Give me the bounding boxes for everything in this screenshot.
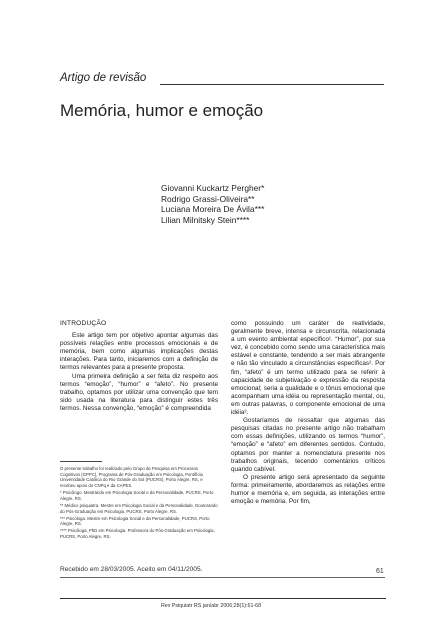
article-title: Memória, humor e emoção bbox=[60, 101, 264, 120]
author-name: Lilian Milnitsky Stein**** bbox=[161, 214, 250, 225]
section-label: Artigo de revisão bbox=[60, 72, 147, 84]
right-column bbox=[231, 320, 385, 506]
author-name: Giovanni Kuckartz Pergher* bbox=[161, 183, 265, 193]
page-number: 61 bbox=[376, 568, 384, 575]
footnote: ** Médico psiquiatra. Mestre em Psicologia Social e da Personalidade, Doutorando do Pós-Graduação em Psicologia, PUCRS, Porto Alegre, RS. bbox=[60, 502, 218, 514]
footnote: * Psicólogo. Mestrando em Psicologia Social e da Personalidade, PUCRS, Porto Alegre, RS. bbox=[60, 490, 214, 501]
section-heading: INTRODUÇÃO bbox=[60, 320, 107, 327]
received-rule bbox=[60, 577, 385, 578]
body-paragraph: como possuindo um caráter de reatividade, geralmente breve, intensa e circunscrita, relacionada a um evento ambiental específico¹. “Humor”, por sua vez, é concebido como sendo uma característica mais estável e constante, tendendo a ser mais abrangente e não tão vinculado a circunstâncias específicas². Por fim, “afeto” é um termo utilizado para se referir à capacidade de subjetivação e expressão da resposta emocional; seria a qualidade e o tônus emocional que acompanham uma idéia ou representação mental, ou, em outras palavras, o componente emocional de uma idéia³. bbox=[231, 320, 385, 417]
section-rule bbox=[160, 84, 384, 85]
footnotes bbox=[60, 466, 218, 541]
bottom-rule bbox=[60, 598, 386, 599]
journal-reference: Rev Psiquiatr RS jan/abr 2006;28(1):61-68 bbox=[160, 603, 262, 609]
body-paragraph: Este artigo tem por objetivo apontar algumas das possíveis relações entre processos emocionais e de memória, bem como algumas implicações destas interações. Para tanto, iniciaremos com a definição de termos relevantes para a presente proposta. bbox=[60, 332, 218, 372]
received-date: Recebido em 28/03/2005. Aceito em 04/11/2005. bbox=[60, 566, 203, 573]
body-paragraph: Gostaríamos de ressaltar que algumas das pesquisas citadas no presente artigo não trabalham com essas definições, utilizando os termos “humor”, “emoção” e “afeto” em diferentes sentidos. Contudo, optamos por manter a nomenclatura presente nos trabalhos originais, tecendo comentários críticos quando cabível. bbox=[231, 417, 385, 473]
author-name: Luciana Moreira De Ávila*** bbox=[161, 204, 265, 215]
body-paragraph: O presente artigo será apresentado da seguinte forma: primeiramente, abordaremos as relações entre humor e memória e, em seguida, as interações entre emoção e memória. Por fim, bbox=[231, 473, 385, 506]
author-name: Rodrigo Grassi-Oliveira** bbox=[161, 193, 255, 204]
footnote: O presente trabalho foi realizado pelo Grupo de Pesquisa em Processos Cognitivos (GPPC), Programa de Pós-Graduação em Psicologia, Pontifícia Universidade Católica do Rio Grande do Sul (PUCRS), Porto Alegre, RS, e recebeu apoio do CNPq e da CAPES. bbox=[60, 466, 203, 489]
body-paragraph: Uma primeira definição a ser feita diz respeito aos termos “emoção”, “humor” e “afeto”. No presente trabalho, optamos por utilizar uma convenção que tem sido usada na literatura para distinguir estes três termos. Nessa convenção, “emoção” é compreendida bbox=[60, 372, 218, 412]
footnote: **** Psicóloga, PhD em Psicologia. Professora do Pós-Graduação em Psicologia, PUCRS, Porto Alegre, RS. bbox=[60, 528, 215, 539]
footnote-rule bbox=[60, 461, 102, 462]
left-column bbox=[60, 320, 218, 413]
footnote: *** Psicóloga. Mestre em Psicologia Social e da Personalidade, PUCRS, Porto Alegre, RS. bbox=[60, 515, 210, 527]
author-list bbox=[161, 183, 264, 225]
